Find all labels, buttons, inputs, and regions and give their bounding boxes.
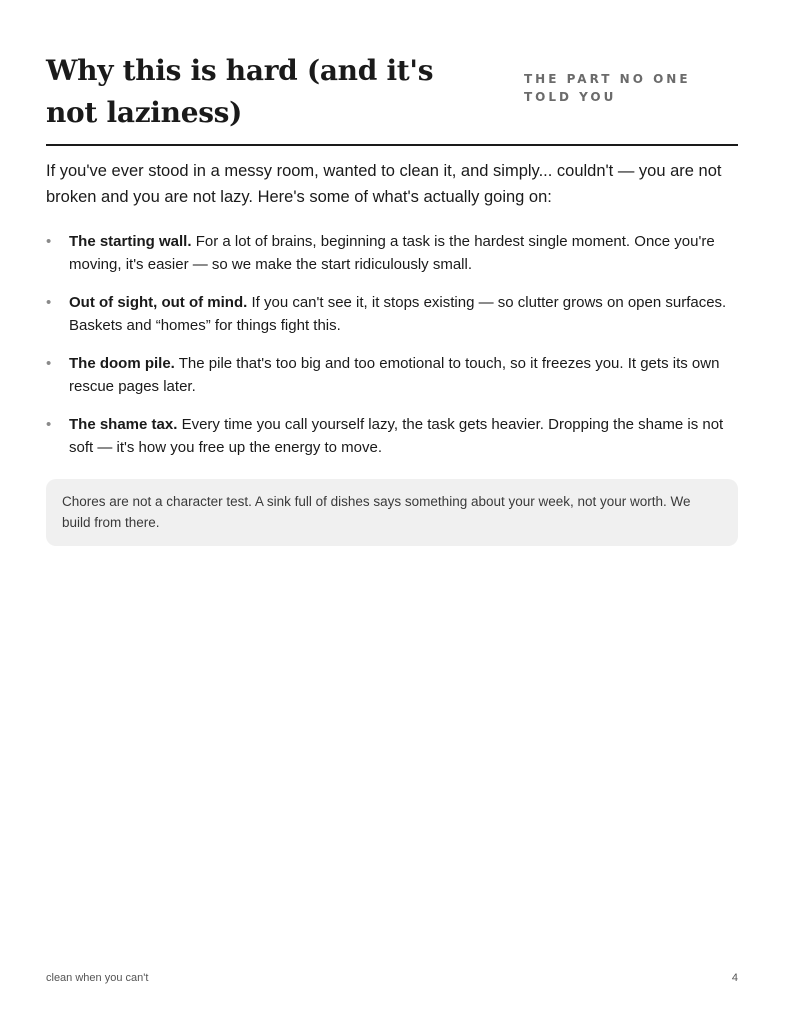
list-item — [46, 230, 738, 276]
bullet-icon: • — [46, 233, 52, 250]
bullet-icon: • — [46, 416, 52, 433]
page-title: Why this is hard (and it's not laziness) — [46, 54, 434, 129]
point-heading: Out of sight, out of mind. — [69, 294, 248, 311]
intro-paragraph: If you've ever stood in a messy room, wanted to clean it, and simply... couldn't — you are not broken and you are not lazy. Here's some of what's actually going on: — [46, 162, 722, 206]
page-content — [46, 50, 738, 546]
point-body: If you can't see it, it stops existing — so clutter grows on open surfaces. Baskets and “homes” for things fight this. — [69, 294, 727, 334]
list-item — [46, 413, 738, 459]
page-header — [46, 50, 738, 146]
point-heading: The shame tax. — [69, 416, 178, 433]
footer-book-title: clean when you can't — [46, 972, 149, 984]
list-item — [46, 352, 738, 398]
point-body: The pile that's too big and too emotional to touch, so it freezes you. It gets its own rescue pages later. — [69, 355, 720, 395]
point-body: For a lot of brains, beginning a task is the hardest single moment. Once you're moving, it's easier — so we make the start ridiculously small. — [69, 233, 715, 273]
point-heading: The starting wall. — [69, 233, 192, 250]
reasons-list — [46, 230, 738, 459]
bullet-icon: • — [46, 294, 52, 311]
section-kicker: THE PART NO ONE TOLD YOU — [524, 72, 691, 104]
point-heading: The doom pile. — [69, 355, 175, 372]
bullet-icon: • — [46, 355, 52, 372]
list-item — [46, 291, 738, 337]
footer-page-number: 4 — [731, 972, 738, 984]
callout-box: Chores are not a character test. A sink full of dishes says something about your week, not your worth. We build from there. — [46, 479, 738, 546]
point-body: Every time you call yourself lazy, the task gets heavier. Dropping the shame is not soft — it's how you free up the energy to move. — [69, 416, 724, 456]
